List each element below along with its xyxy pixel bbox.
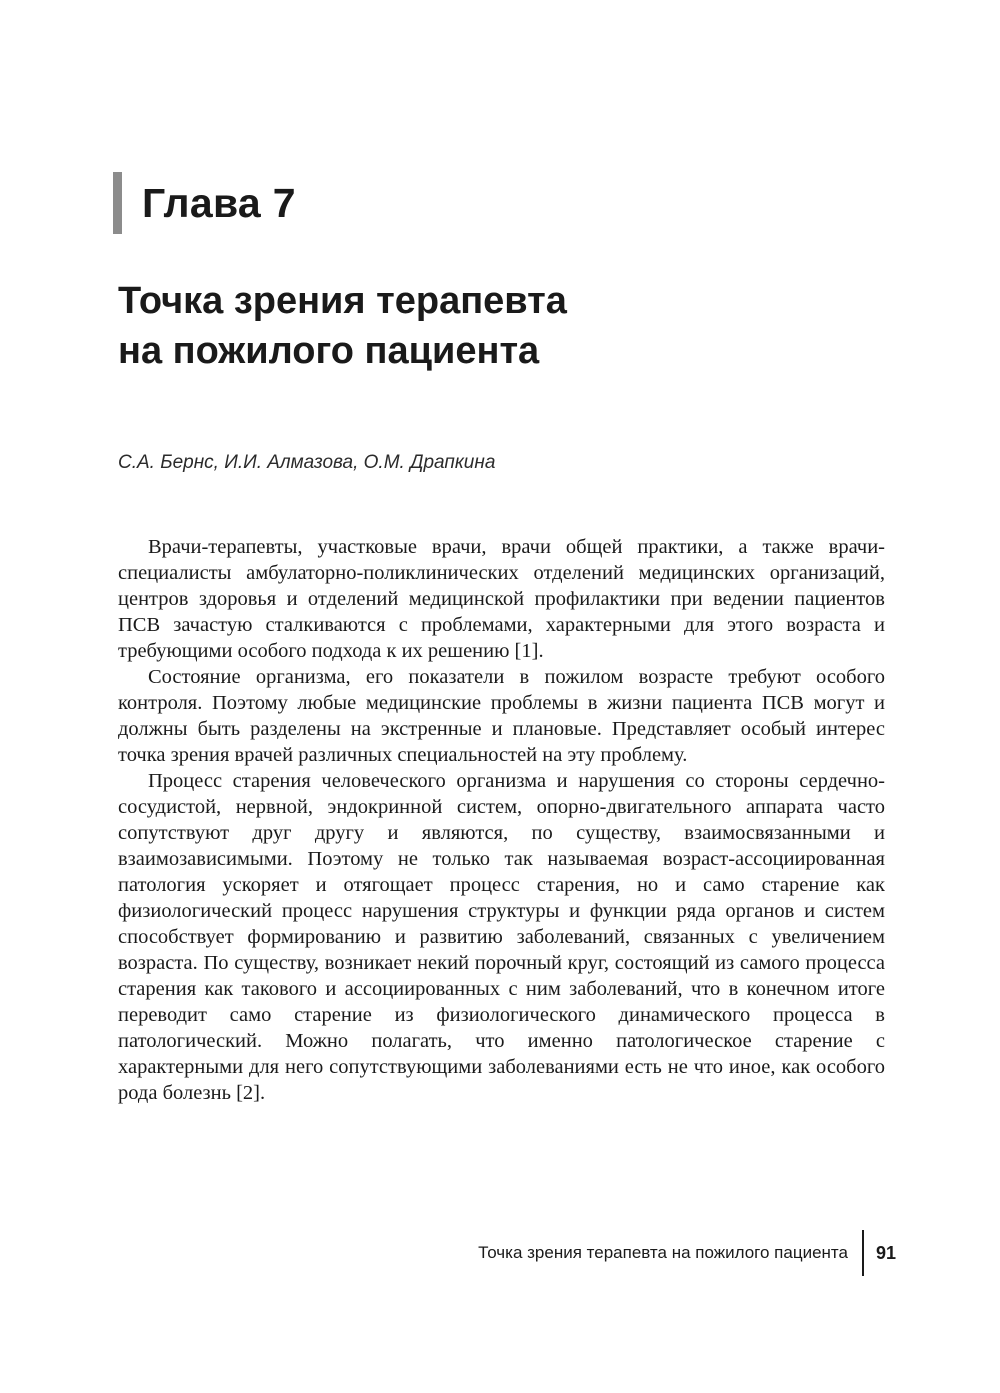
chapter-marker-bar xyxy=(113,172,122,234)
chapter-heading xyxy=(113,172,296,234)
chapter-label: Глава 7 xyxy=(142,179,296,226)
paragraph-3: Процесс старения человеческого организма и нарушения со стороны сердечно-сосудистой, нервной, эндокринной систем, опорно-двигательного аппарата часто сопутствуют друг другу и являются, по существу, взаимосвязанными и взаимозависимыми. Поэтому не только так называемая возраст-ассоциированная патология ускоряет и отягощает процесс старения, но и само старение как физиологический процесс нарушения структуры и функции ряда органов и систем способствует формированию и развитию заболеваний, связанных с увеличением возраста. По существу, возникает некий порочный круг, состоящий из самого процесса старения как такового и ассоциированных с ним заболеваний, что в конечном итоге переводит само старение из физиологического динамического процесса в патологический. Можно полагать, что именно патологическое старение с характерными для него сопутствующими заболеваниями есть не что иное, как особого рода болезнь [2]. xyxy=(118,770,885,1104)
body-text xyxy=(118,534,885,1106)
chapter-title xyxy=(118,276,878,376)
chapter-title-line-2: на пожилого пациента xyxy=(118,330,540,372)
running-title: Точка зрения терапевта на пожилого пациента xyxy=(478,1243,848,1262)
paragraph-1: Врачи-терапевты, участковые врачи, врачи общей практики, а также врачи-специалисты амбулаторно-поликлинических отделений медицинских организаций, центров здоровья и отделений медицинской профилактики при ведении пациентов ПСВ зачастую сталкиваются с проблемами, характерными для этого возраста и требующими особого подхода к их решению [1]. xyxy=(118,536,885,662)
page-footer xyxy=(478,1230,896,1276)
paragraph-2: Состояние организма, его показатели в пожилом возрасте требуют особого контроля. Поэтому любые медицинские проблемы в жизни пациента ПСВ могут и должны быть разделены на экстренные и плановые. Представляет особый интерес точка зрения врачей различных специальностей на эту проблему. xyxy=(118,666,885,766)
authors: С.А. Бернс, И.И. Алмазова, О.М. Драпкина xyxy=(118,452,496,473)
chapter-title-line-1: Точка зрения терапевта xyxy=(118,280,567,322)
page-number: 91 xyxy=(875,1242,896,1263)
footer-divider xyxy=(862,1230,864,1276)
